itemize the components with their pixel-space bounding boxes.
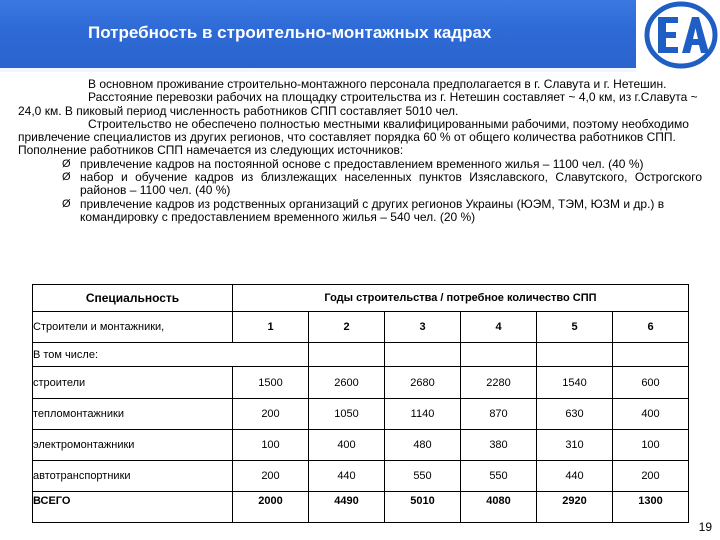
value-cell: 870 <box>461 399 537 430</box>
value-cell: 380 <box>461 430 537 461</box>
arrow-bullet-icon: Ø <box>62 171 71 184</box>
paragraph-shortage: Строительство не обеспечено полностью местными квалифицированными рабочими, поэтому необходимо привлечение специалистов из других регионов, что составляет порядка 60 % от общего количества работников СПП. <box>18 116 689 145</box>
page-title: Потребность в строительно-монтажных кадрах <box>88 23 492 42</box>
total-cell: 4080 <box>461 492 537 523</box>
table-row <box>33 399 689 430</box>
row-label: строители <box>33 367 233 399</box>
value-cell: 2280 <box>461 367 537 399</box>
arrow-bullet-icon: Ø <box>62 197 71 210</box>
logo-icon <box>642 1 720 69</box>
value-cell: 1540 <box>537 367 613 399</box>
value-cell: 440 <box>309 461 385 492</box>
value-cell: 200 <box>233 461 309 492</box>
list-item: Ø привлечение кадров на постоянной основе с предоставлением временного жилья – 1100 чел. (40 %) <box>62 156 644 171</box>
paragraph-sources: Пополнение работников СПП намечается из следующих источников: <box>18 143 404 158</box>
value-cell: 600 <box>613 367 689 399</box>
year-cell: 3 <box>385 312 461 343</box>
banner-underline <box>0 68 636 72</box>
row-label: автотранспортники <box>33 461 233 492</box>
body-text <box>18 78 702 224</box>
table-row <box>33 312 689 343</box>
years-header: Годы строительства / потребное количество СПП <box>233 285 689 312</box>
value-cell: 2600 <box>309 367 385 399</box>
value-cell: 480 <box>385 430 461 461</box>
year-cell: 5 <box>537 312 613 343</box>
value-cell: 310 <box>537 430 613 461</box>
table-row <box>33 430 689 461</box>
sources-list <box>18 158 702 224</box>
total-label: ВСЕГО <box>33 492 233 523</box>
specialty-header: Специальность <box>33 285 233 312</box>
total-cell: 4490 <box>309 492 385 523</box>
value-cell: 200 <box>613 461 689 492</box>
table-row <box>33 461 689 492</box>
company-logo <box>642 1 720 69</box>
year-cell: 6 <box>613 312 689 343</box>
value-cell: 400 <box>309 430 385 461</box>
year-cell: 4 <box>461 312 537 343</box>
list-item: Ø набор и обучение кадров из близлежащих населенных пунктов Изяславского, Славутского, Острогского районов – 1100 чел. (40 %) <box>62 170 702 198</box>
value-cell: 630 <box>537 399 613 430</box>
total-cell: 2000 <box>233 492 309 523</box>
years-row-label: Строители и монтажники, <box>33 312 233 343</box>
year-cell: 1 <box>233 312 309 343</box>
value-cell: 550 <box>385 461 461 492</box>
paragraph-distance: Расстояние перевозки рабочих на площадку строительства из г. Нетешин составляет ~ 4,0 км, из г.Славута ~ 24,0 км. В пиковый период численность работников СПП составляет 5010 чел. <box>18 90 698 118</box>
value-cell: 200 <box>233 399 309 430</box>
value-cell: 440 <box>537 461 613 492</box>
value-cell: 550 <box>461 461 537 492</box>
subheader-cell: В том числе: <box>33 343 309 367</box>
total-cell: 2920 <box>537 492 613 523</box>
year-cell: 2 <box>309 312 385 343</box>
value-cell: 100 <box>233 430 309 461</box>
row-label: электромонтажники <box>33 430 233 461</box>
value-cell: 1140 <box>385 399 461 430</box>
table-row <box>33 367 689 399</box>
total-row <box>33 492 689 523</box>
row-label: тепломонтажники <box>33 399 233 430</box>
value-cell: 100 <box>613 430 689 461</box>
paragraph-residence: В основном проживание строительно-монтажного персонала предполагается в г. Славута и г. Нетешин. <box>88 77 667 91</box>
table-row <box>33 343 689 367</box>
page-number: 19 <box>698 520 712 534</box>
arrow-bullet-icon: Ø <box>62 157 71 170</box>
staffing-table <box>32 284 689 523</box>
table-header-row <box>33 285 689 312</box>
total-cell: 5010 <box>385 492 461 523</box>
value-cell: 2680 <box>385 367 461 399</box>
value-cell: 1500 <box>233 367 309 399</box>
value-cell: 1050 <box>309 399 385 430</box>
total-cell: 1300 <box>613 492 689 523</box>
value-cell: 400 <box>613 399 689 430</box>
list-item: Ø привлечение кадров из родственных организаций с других регионов Украины (ЮЭМ, ТЭМ, ЮЗМ и др.) в командировку с предоставлением временного жилья – 540 чел. (20 %) <box>62 196 665 224</box>
title-banner <box>0 0 636 68</box>
